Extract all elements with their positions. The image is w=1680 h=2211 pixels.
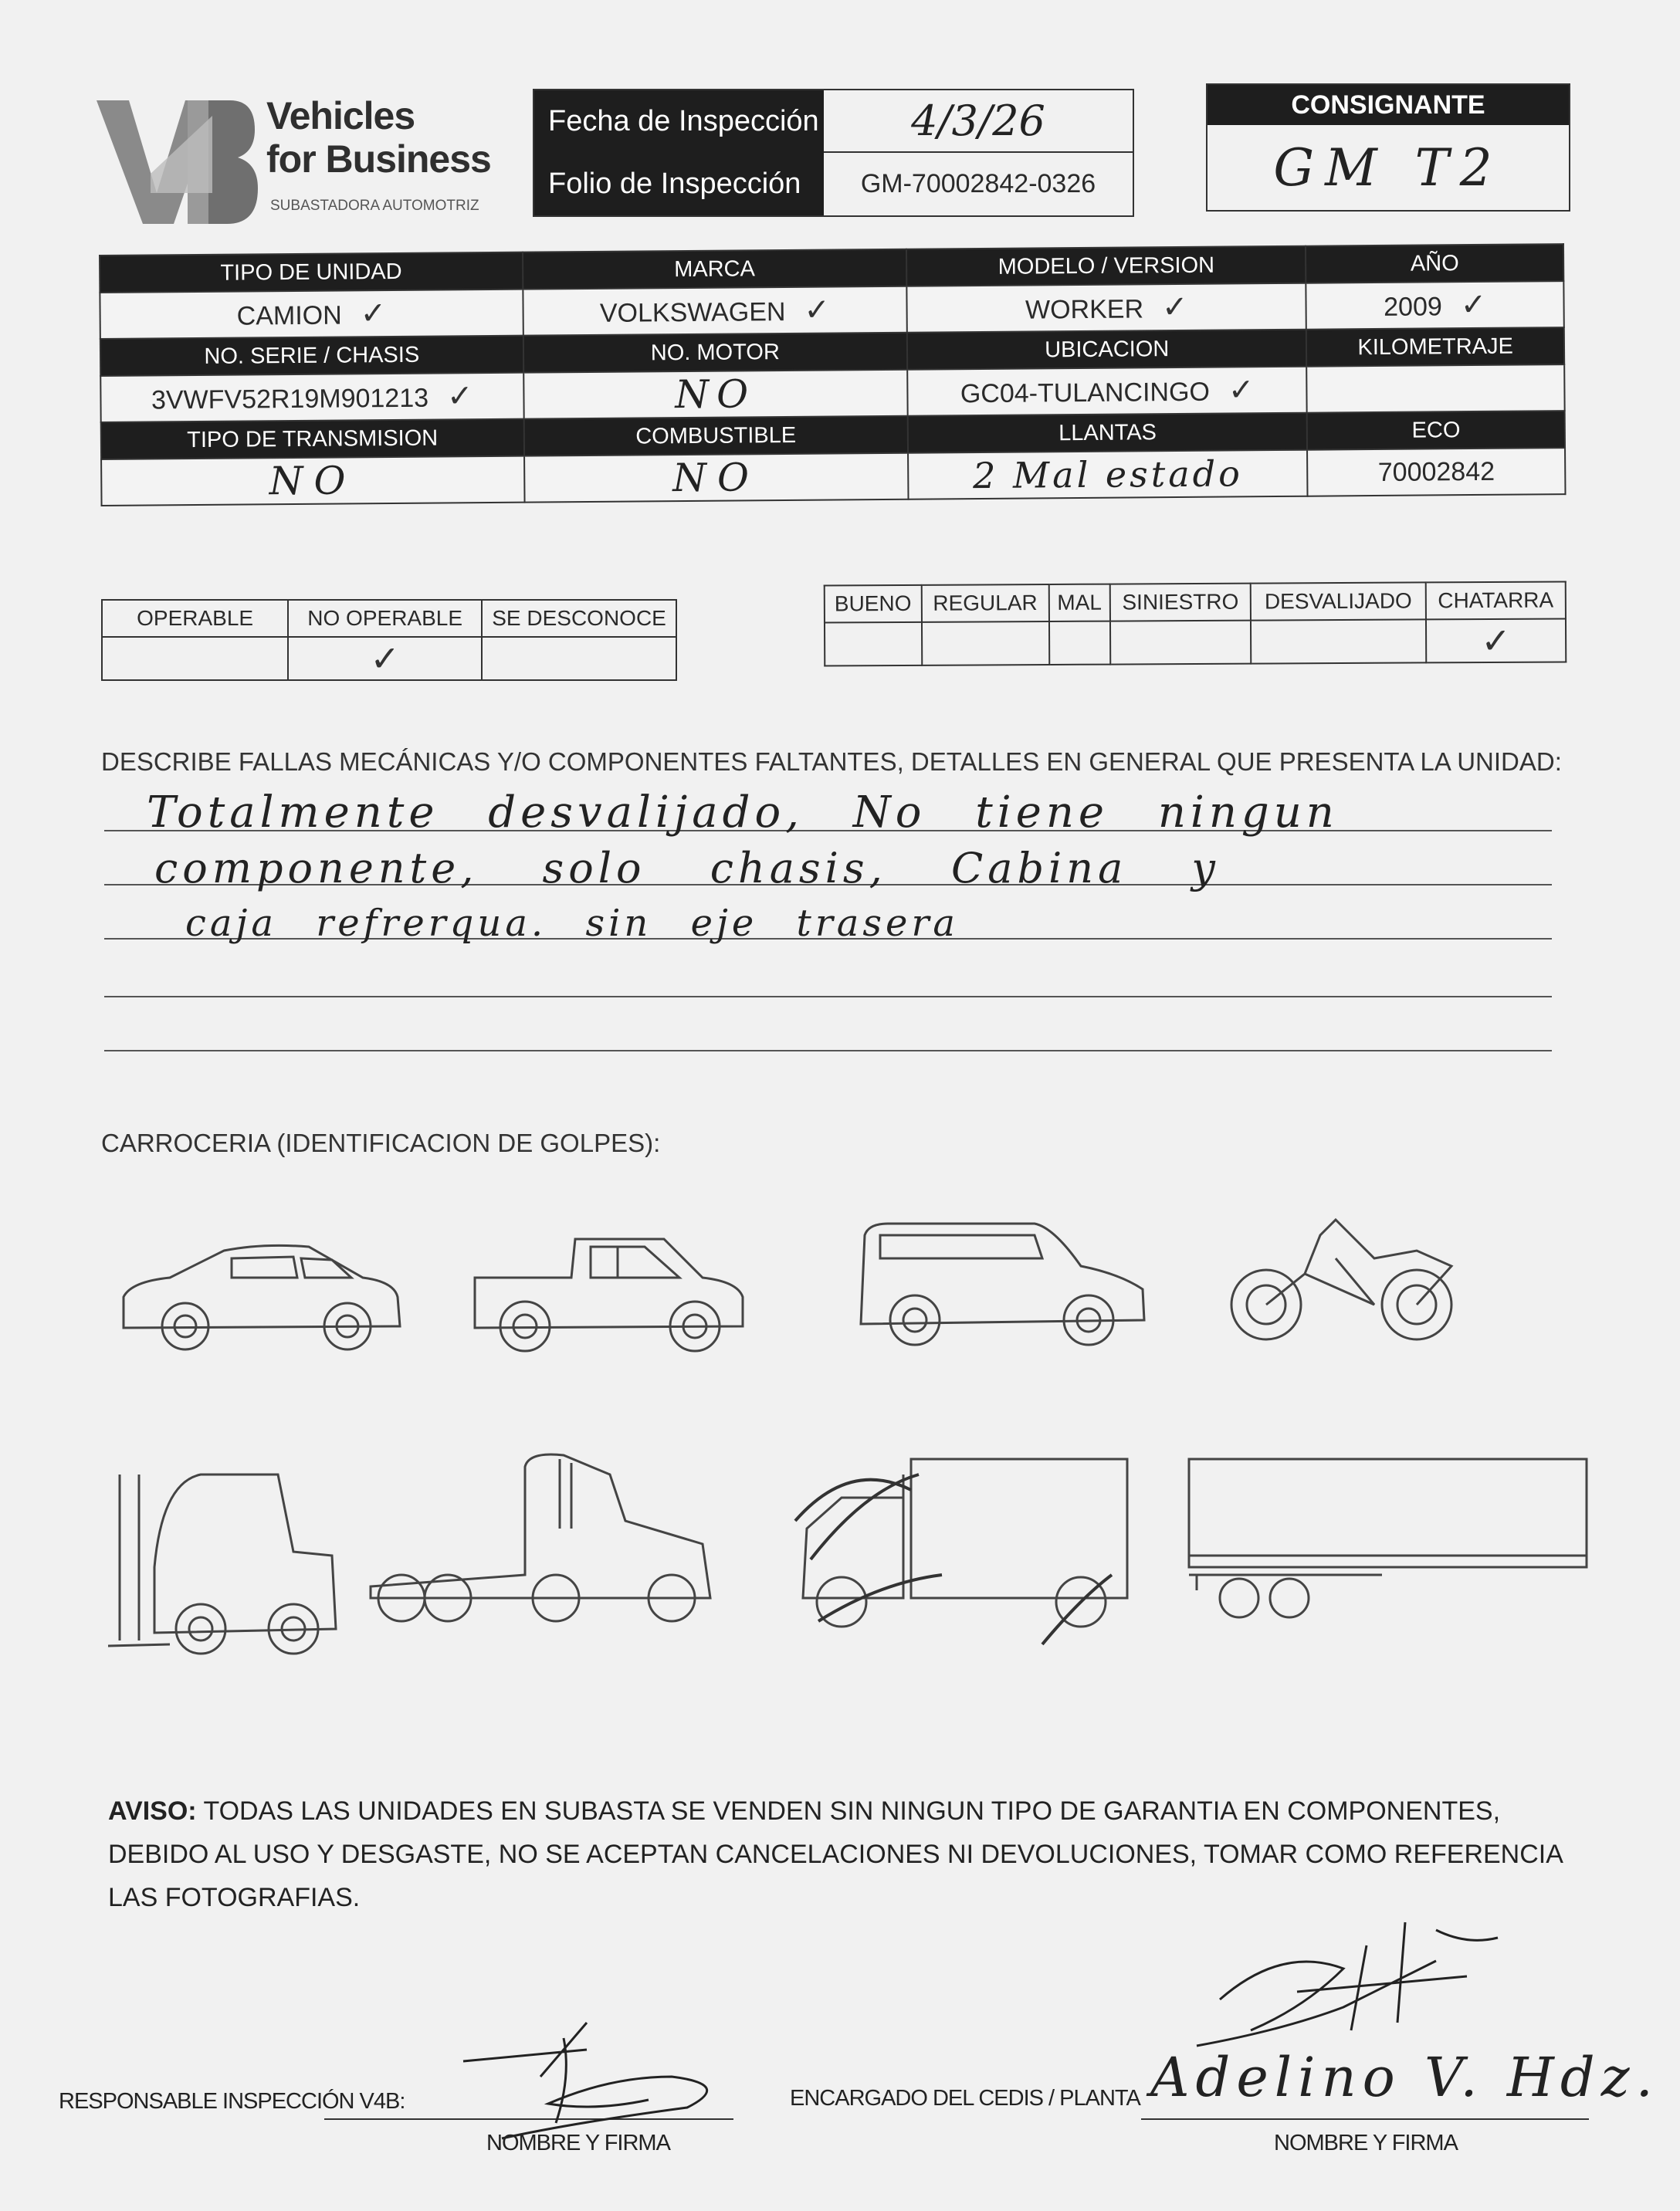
right-signature-caption: NOMBRE Y FIRMA [1274,2131,1458,2155]
v4b-logo-icon [97,100,259,224]
checkmark-icon: ✓ [446,378,473,415]
transmision-value: NO [269,458,357,504]
header-kilometraje: KILOMETRAJE [1306,327,1564,367]
logo-text-line1: Vehicles [266,94,415,137]
header-modelo: MODELO / VERSION [906,246,1306,286]
vehicle-diagrams [108,1204,1598,1668]
aviso-label: AVISO: [108,1796,197,1826]
encargado-name[interactable]: Adelino V. Hdz. [1150,2046,1659,2109]
box-truck-diagram-icon[interactable] [795,1459,1127,1644]
vehicle-info-table [99,243,1567,506]
cell-anio[interactable] [1306,281,1564,330]
description-line-2[interactable]: componente, solo chasis, Cabina y [154,844,1220,892]
inspection-date-value[interactable]: 4/3/26 [824,90,1133,153]
header-marca: MARCA [523,249,907,289]
logo-text-line2: for Business [266,137,491,181]
bueno-header: BUENO [825,585,922,623]
description-label: DESCRIBE FALLAS MECÁNICAS Y/O COMPONENTES FALTANTES, DETALLES EN GENERAL QUE PRESENTA LA UNIDAD: [101,747,1562,776]
cell-modelo[interactable] [906,283,1306,333]
aviso-notice [108,1789,1575,1919]
regular-header: REGULAR [921,584,1048,622]
checkmark-icon: ✓ [1481,619,1511,662]
forklift-diagram-icon[interactable] [108,1475,336,1654]
chatarra-header: CHATARRA [1425,581,1565,619]
pickup-diagram-icon[interactable] [475,1239,743,1351]
header-combustible: COMBUSTIBLE [523,416,908,456]
trailer-diagram-icon[interactable] [1189,1459,1587,1617]
logo-subtitle: SUBASTADORA AUTOMOTRIZ [270,198,479,214]
condition-table [824,581,1567,666]
modelo-value: WORKER [1025,294,1144,325]
cell-serie[interactable] [100,373,523,422]
chatarra-checkbox[interactable] [1426,618,1567,662]
motorcycle-diagram-icon[interactable] [1231,1220,1451,1339]
mal-header: MAL [1048,584,1109,621]
cell-marca[interactable] [523,286,907,336]
desvalijado-checkbox[interactable] [1251,619,1426,663]
description-line-3[interactable]: caja refrerqua. sin eje trasera [185,902,960,945]
checkmark-icon: ✓ [370,638,400,679]
combustible-value: NO [672,455,760,501]
consignante-value[interactable]: GM T2 [1273,137,1503,198]
anio-value: 2009 [1384,292,1442,322]
header-eco: ECO [1307,411,1565,450]
encargado-signature-icon[interactable] [1189,1915,1529,2069]
aviso-text: TODAS LAS UNIDADES EN SUBASTA SE VENDEN SIN NINGUN TIPO DE GARANTIA EN COMPONENTES, DEBIDO AL USO Y DESGASTE, NO SE ACEPTAN CANCELACIONES NI DEVOLUCIONES, TOMAR COMO REFERENCIA LAS FOTOGRAFIAS. [108,1796,1563,1912]
cell-kilometraje[interactable] [1307,364,1565,413]
signature-line [1141,2118,1589,2120]
operability-table [101,599,677,681]
marca-value: VOLKSWAGEN [599,297,786,328]
serie-value: 3VWFV52R19M901213 [151,383,429,415]
no-operable-header: NO OPERABLE [288,600,482,637]
consignante-box [1206,83,1570,212]
ubicacion-value: GC04-TULANCINGO [960,377,1211,409]
eco-value: 70002842 [1377,456,1495,487]
se-desconoce-checkbox[interactable] [482,637,676,680]
cell-eco[interactable] [1307,448,1565,496]
llantas-value: 2 Mal estado [972,452,1243,497]
regular-checkbox[interactable] [922,621,1049,665]
van-diagram-icon[interactable] [861,1224,1144,1345]
tipo-unidad-value: CAMION [236,300,342,331]
carroceria-label: CARROCERIA (IDENTIFICACION DE GOLPES): [101,1129,661,1157]
tractor-truck-diagram-icon[interactable] [371,1454,710,1621]
writing-line [104,1050,1552,1051]
header-tipo-unidad: TIPO DE UNIDAD [100,252,523,293]
cell-ubicacion[interactable] [907,367,1307,416]
cell-motor[interactable] [523,370,908,419]
left-signature-caption: NOMBRE Y FIRMA [486,2131,670,2155]
header-motor: NO. MOTOR [523,333,907,373]
cell-llantas[interactable] [908,450,1308,499]
checkmark-icon: ✓ [1228,372,1255,408]
siniestro-header: SINIESTRO [1110,584,1252,621]
header-transmision: TIPO DE TRANSMISION [101,419,524,459]
responsable-inspeccion-label: RESPONSABLE INSPECCIÓN V4B: [59,2089,405,2114]
inspection-folio-label: Folio de Inspección [534,153,824,215]
se-desconoce-header: SE DESCONOCE [482,600,676,637]
encargado-cedis-label: ENCARGADO DEL CEDIS / PLANTA [790,2086,1140,2111]
consignante-label: CONSIGNANTE [1208,85,1569,125]
operable-header: OPERABLE [102,600,288,637]
checkmark-icon: ✓ [360,296,387,332]
bueno-checkbox[interactable] [825,622,922,666]
no-operable-checkbox[interactable] [288,637,482,680]
header-anio: AÑO [1306,244,1563,283]
mal-checkbox[interactable] [1049,621,1110,665]
sedan-diagram-icon[interactable] [124,1245,400,1349]
inspection-box [533,89,1134,217]
motor-value: NO [675,371,757,418]
header-ubicacion: UBICACION [907,330,1307,370]
cell-combustible[interactable] [524,453,909,503]
checkmark-icon: ✓ [1161,289,1188,326]
cell-tipo-unidad[interactable] [100,289,523,339]
desvalijado-header: DESVALIJADO [1251,582,1426,620]
header-serie: NO. SERIE / CHASIS [100,336,523,376]
inspector-signature-icon[interactable] [456,2015,733,2154]
header-llantas: LLANTAS [908,413,1308,453]
siniestro-checkbox[interactable] [1110,621,1252,665]
operable-checkbox[interactable] [102,637,288,680]
cell-transmision[interactable] [101,456,524,506]
description-line-1[interactable]: Totalmente desvalijado, No tiene ningun [147,787,1339,838]
writing-line [104,996,1552,997]
checkmark-icon: ✓ [804,292,831,328]
checkmark-icon: ✓ [1460,286,1487,323]
inspection-folio-value[interactable]: GM-70002842-0326 [860,169,1096,198]
inspection-date-label: Fecha de Inspección [534,90,824,153]
